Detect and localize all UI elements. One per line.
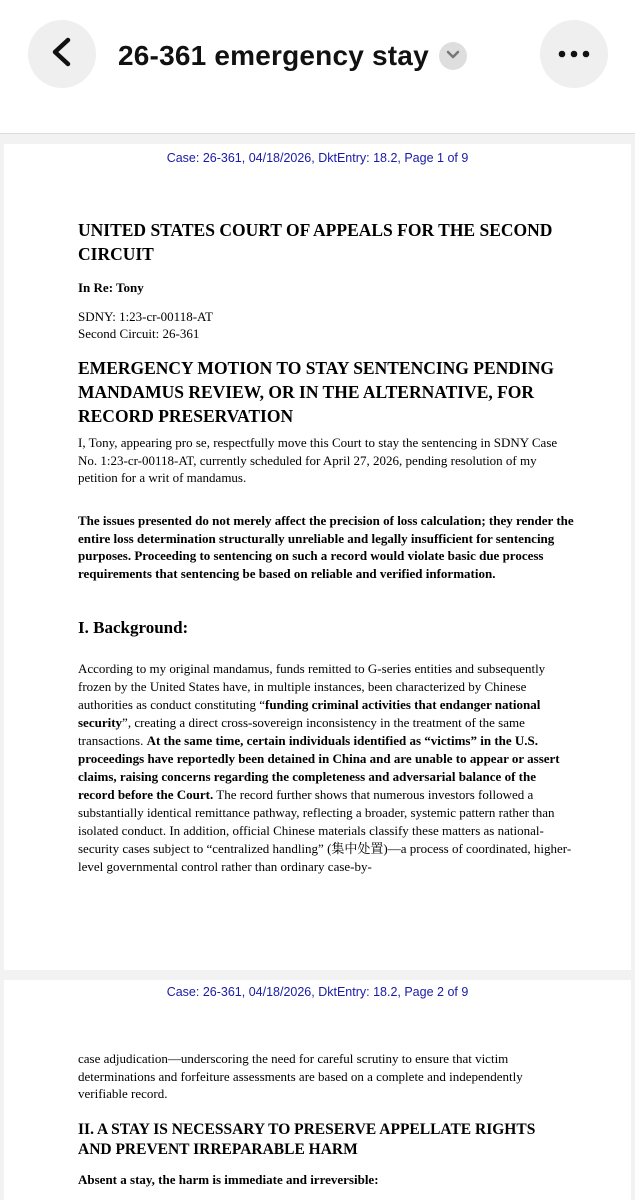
more-horizontal-icon (558, 45, 590, 63)
court-name: UNITED STATES COURT OF APPEALS FOR THE SECOND CIRCUIT (78, 220, 553, 264)
stay-lead-text: Absent a stay, the harm is immediate and irreversible: (78, 1172, 379, 1187)
background-text-3: The record further shows that numerous investors followed a substantially identical remittance pathway, reflecting a broader, systemic pattern rather than isolated conduct. In addition, official Chinese materials classify these matters as national-security cases subject to “centralized handling” (集中处置)—a process of coordinated, higher-level governmental control rather than ordinary case-by- (78, 787, 572, 874)
document-title: 26-361 emergency stay (118, 40, 429, 71)
back-button[interactable] (28, 20, 96, 88)
chevron-down-icon (446, 47, 460, 65)
continuation-paragraph: case adjudication—underscoring the need for careful scrutiny to ensure that victim determinations and forfeiture assessments are based on a complete and independently verifiable record. (78, 1051, 523, 1101)
case-caption: In Re: Tony (78, 280, 144, 295)
issues-paragraph: The issues presented do not merely affect the precision of loss calculation; they render the entire loss determination structurally unreliable and legally insufficient for sentencing purposes. Proceeding to sentencing on such a record would violate basic due process requirements that sentencing be based on reliable and verified information. (78, 513, 574, 581)
background-text-1: According to my original mandamus, funds remitted to G-series entities and subsequently frozen by the United States have, in multiple instances, been characterized by Chinese authorities as conduct constituting “ (78, 661, 546, 712)
background-emphasis-1: funding criminal activities that endanger national security (78, 697, 541, 730)
sdny-number: SDNY: 1:23-cr-00118-AT (78, 309, 213, 324)
top-toolbar (0, 0, 635, 134)
case-numbers (78, 308, 213, 342)
more-options-button[interactable] (540, 20, 608, 88)
motion-title: EMERGENCY MOTION TO STAY SENTENCING PENDING MANDAMUS REVIEW, OR IN THE ALTERNATIVE, FOR RECORD PRESERVATION (78, 358, 554, 426)
docket-header: Case: 26-361, 04/18/2026, DktEntry: 18.2, Page 1 of 9 (166, 151, 469, 165)
document-page-2[interactable] (4, 980, 631, 1200)
second-circuit-number: Second Circuit: 26-361 (78, 326, 200, 341)
background-text-2: ”, creating a direct cross-sovereign inconsistency in the treatment of the same transactions. (78, 715, 525, 748)
intro-paragraph: I, Tony, appearing pro se, respectfully move this Court to stay the sentencing in SDNY Case No. 1:23-cr-00118-AT, currently scheduled for April 27, 2026, pending resolution of my petition for a writ of mandamus. (78, 435, 558, 485)
section-heading: II. A STAY IS NECESSARY TO PRESERVE APPELLATE RIGHTS AND PREVENT IRREPARABLE HARM (78, 1121, 536, 1158)
docket-header: Case: 26-361, 04/18/2026, DktEntry: 18.2, Page 2 of 9 (166, 985, 469, 999)
title-dropdown-button[interactable] (439, 42, 467, 70)
background-emphasis-2: At the same time, certain individuals identified as “victims” in the U.S. proceedings have reportedly been detained in China and are unable to appear or assert claims, raising concerns regarding the completeness and adversarial balance of the record before the Court. (78, 733, 560, 802)
chevron-left-icon (49, 37, 75, 72)
background-heading: I. Background: (78, 618, 189, 637)
background-paragraph (78, 660, 574, 876)
document-title-group[interactable] (118, 36, 467, 76)
document-page-1[interactable] (4, 144, 631, 970)
